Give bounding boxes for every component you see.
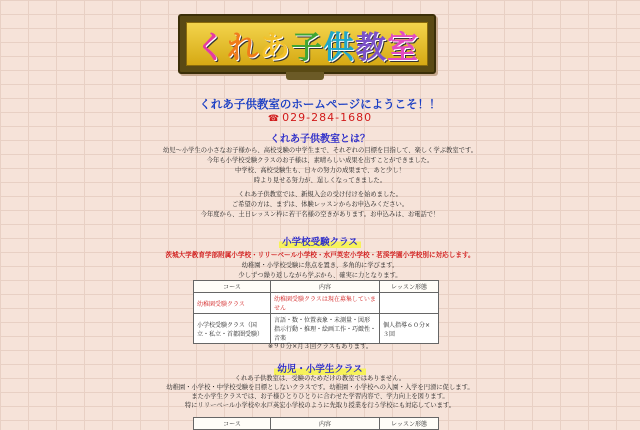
- course-content: 言語・数・位置表象・未測量・図形 指示行動・推理・絵画工作・巧緻性・音楽: [271, 314, 380, 344]
- col-form: レッスン形態: [380, 281, 439, 293]
- enroll-line: 今年度から、土日レッスン枠に若干名様の空きがあります。お申込みは、お電話で！: [200, 211, 440, 218]
- section-title-kids-class: [0, 361, 640, 375]
- table-row: [194, 293, 439, 314]
- logo-char: 供: [323, 29, 355, 66]
- intro-line: 今年も小学校受験クラスのお子様は、素晴らしい成果を出すことができました。: [206, 157, 434, 164]
- logo-char: 子: [291, 29, 323, 66]
- exam-course-table: [193, 280, 439, 344]
- intro-paragraph: [0, 146, 640, 186]
- target-schools: 茨城大学教育学部附属小学校・リリーベール小学校・水戸英宏小学校・茗渓学園小学校別に対応します。: [165, 251, 475, 259]
- course-name: 幼稚園受験クラス: [194, 293, 271, 314]
- course-name: 小学校受験クラス（国立・私立・首都圏受験）: [194, 314, 271, 344]
- col-content: 内容: [271, 281, 380, 293]
- kids-desc-line: 特にリリーベール小学校や水戸英宏小学校のように先取り授業を行う学校にも対応しています。: [184, 402, 456, 409]
- enroll-line: くれあ子供教室では、新規入会の受け付けを始めました。: [238, 191, 402, 198]
- table-note: ※９０分×月３回クラスもあります。: [267, 343, 373, 350]
- col-form: レッスン形態: [380, 418, 439, 430]
- course-form: [380, 293, 439, 314]
- kids-desc-line: くれあ子供教室は、受験のためだけの教室ではありません。: [234, 375, 406, 382]
- phone-icon: ☎: [267, 114, 281, 124]
- enroll-line: ご希望の方は、まずは、体験レッスンからお申込みください。: [231, 201, 409, 208]
- section-title-elementary-exam: [0, 234, 640, 248]
- kids-class-description: [0, 374, 640, 410]
- table-header-row: [194, 281, 439, 293]
- logo-char: く: [195, 29, 227, 66]
- intro-line: 時より見せる努力が、逞しくなってきました。: [253, 177, 387, 184]
- intro-line: 幼児～小学生の小さなお子様から、高校受験の中学生まで、それぞれの目標を目指して、楽しく学ぶ教室です。: [162, 147, 478, 154]
- col-course: コース: [194, 418, 271, 430]
- exam-desc-line: 少しずつ繰り返しながら学ぶから、確実に力となります。: [238, 272, 402, 279]
- table-row: [194, 314, 439, 344]
- intro-line: 中学校、高校受験生も、日々の努力の成果まで、あと少し！: [235, 167, 405, 174]
- logo-stand: [286, 72, 324, 80]
- logo-text: [186, 22, 428, 66]
- kids-desc-line: 幼稚園・小学校・中学校受験を目標としないクラスです。幼稚園・小学校への入園・入学を円滑に促します。: [166, 384, 474, 391]
- table-header-row: [194, 418, 439, 430]
- col-content: 内容: [271, 418, 380, 430]
- logo-banner: [178, 14, 436, 74]
- exam-description: [0, 261, 640, 281]
- enroll-paragraph: [0, 190, 640, 220]
- logo-char: 室: [387, 29, 419, 66]
- logo-char: れ: [227, 29, 259, 66]
- logo-char: 教: [355, 29, 387, 66]
- exam-desc-line: 幼稚園・小学校受験に焦点を置き、多角的に学びます。: [241, 262, 399, 269]
- course-form: 個人指導６０分×３回: [380, 314, 439, 344]
- about-title: くれあ子供教室とは？: [270, 134, 370, 145]
- phone-number: [0, 111, 640, 124]
- phone-number-text: 029-284-1680: [282, 111, 373, 124]
- welcome-heading: くれあ子供教室のホームページにようこそ！！: [199, 97, 441, 111]
- col-course: コース: [194, 281, 271, 293]
- logo-char: あ: [259, 29, 291, 66]
- kids-course-table: [193, 417, 439, 430]
- section-title-text: 幼児・小学生クラス: [274, 361, 365, 375]
- course-content: 幼稚園受験クラスは現在募集していません: [271, 293, 380, 314]
- kids-desc-line: また小学生クラスでは、お子様ひとりひとりに合わせた学習内容で、学力向上を図ります。: [191, 393, 449, 400]
- section-title-text: 小学校受験クラス: [279, 234, 361, 248]
